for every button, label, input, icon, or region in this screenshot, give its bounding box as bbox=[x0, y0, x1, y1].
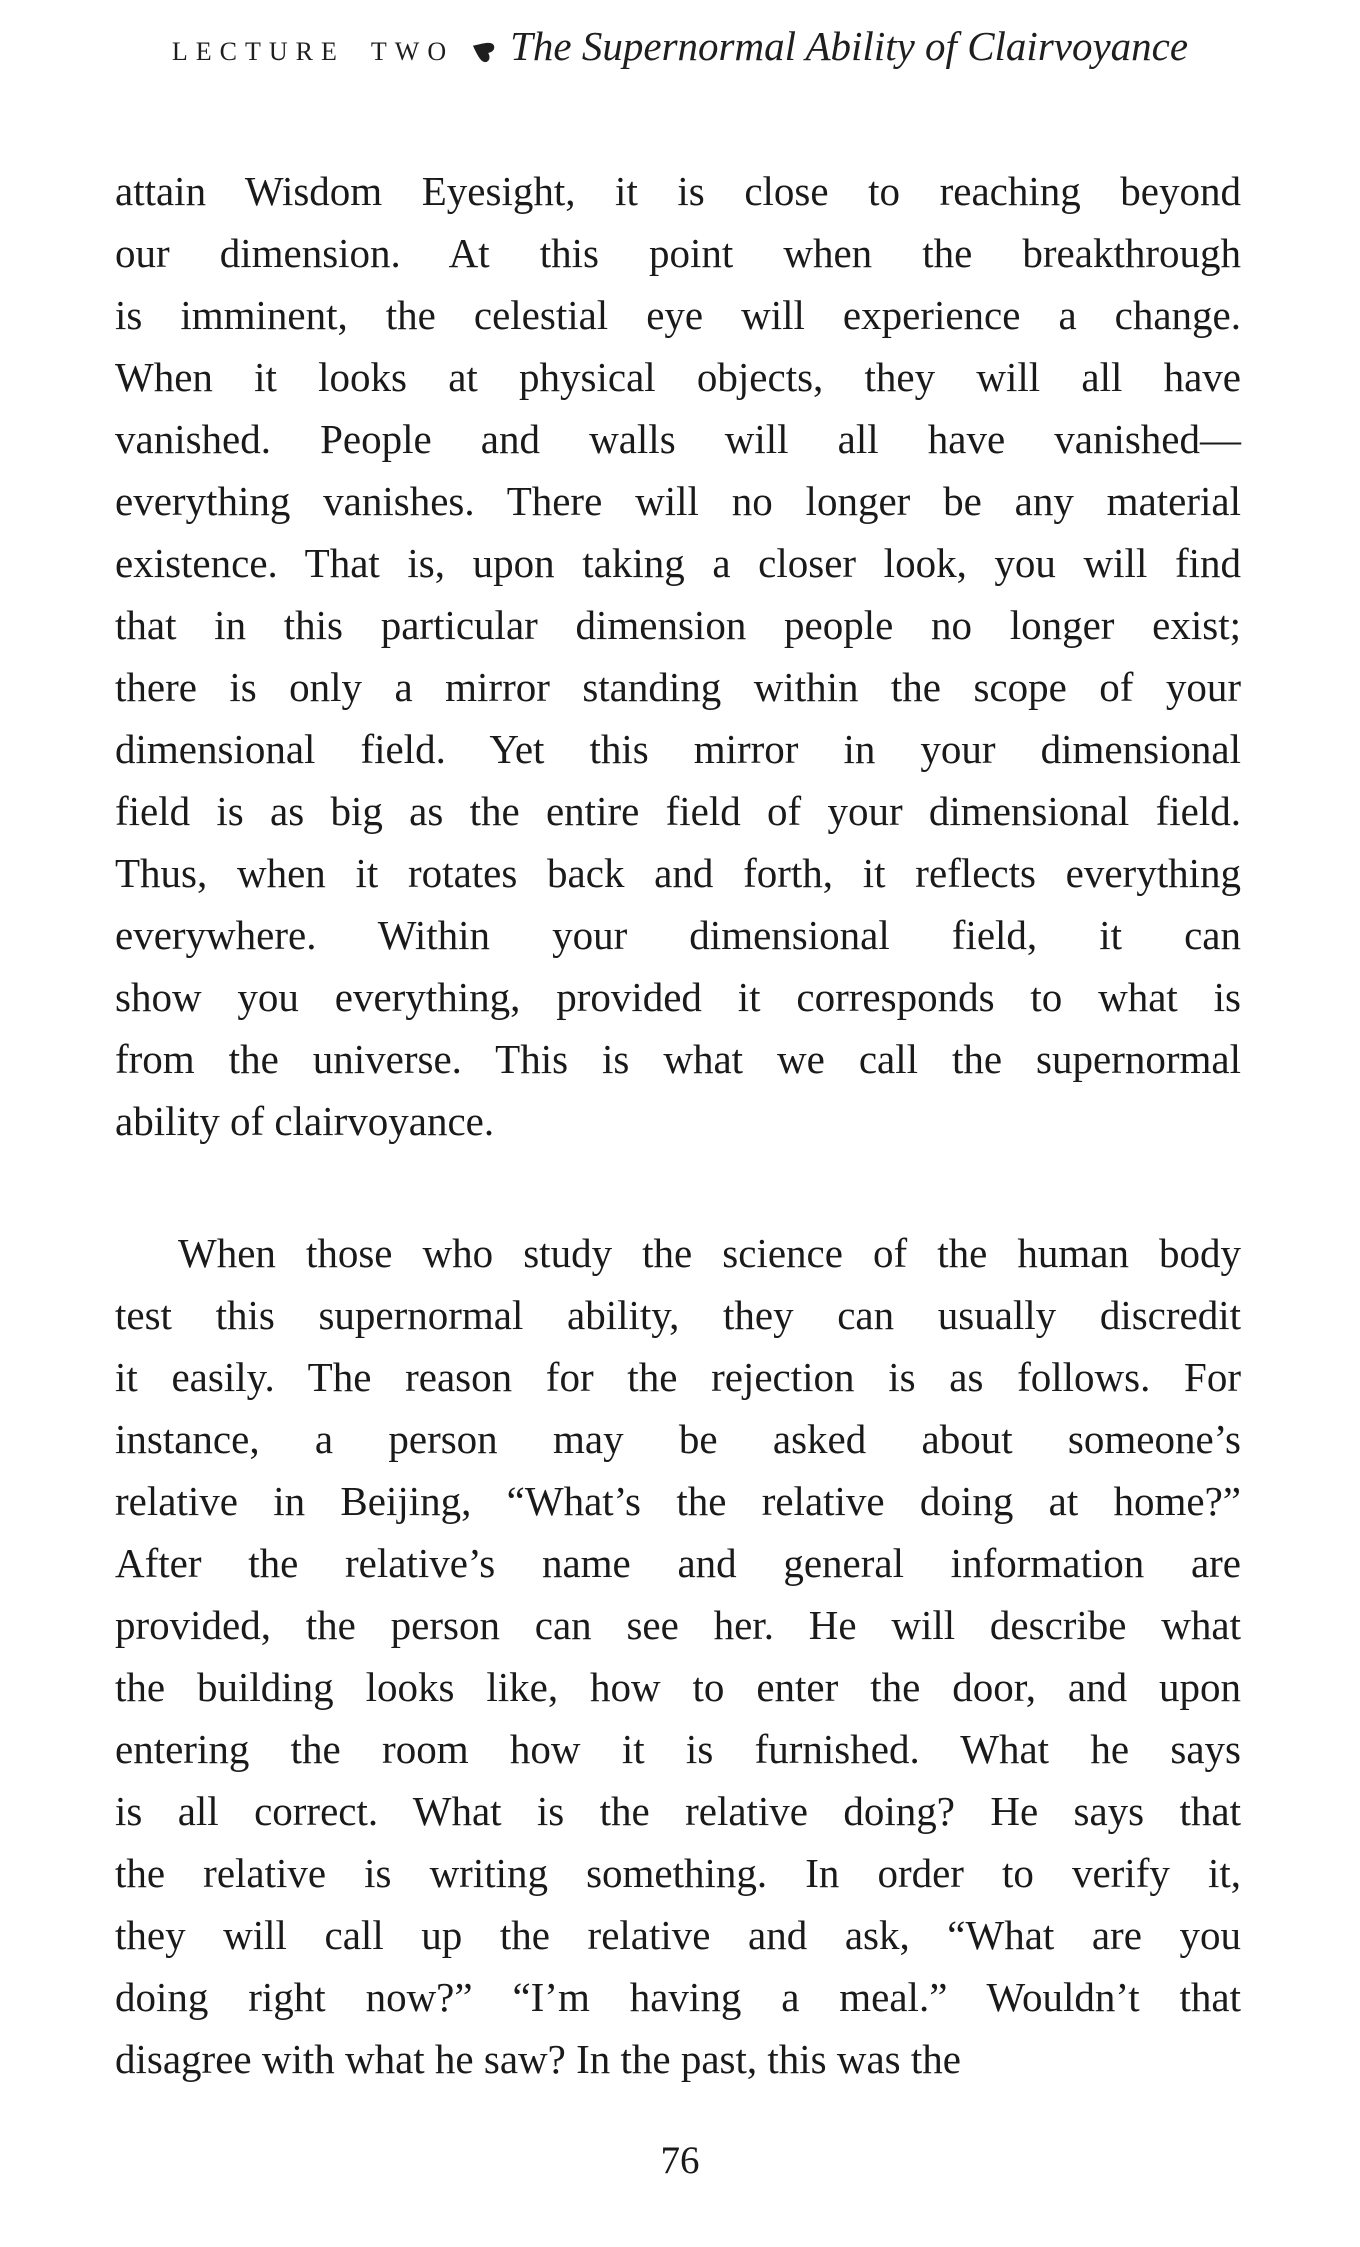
text-line: Thus, when it rotates back and forth, it reflects everything bbox=[115, 850, 1241, 896]
page-number: 76 bbox=[660, 2139, 700, 2182]
text-line: attain Wisdom Eyesight, it is close to reaching beyond bbox=[115, 168, 1241, 214]
text-line: relative in Beijing, “What’s the relative doing at home?” bbox=[115, 1478, 1241, 1524]
text-line: disagree with what he saw? In the past, this was the bbox=[115, 2036, 961, 2082]
text-line: existence. That is, upon taking a closer look, you will find bbox=[115, 540, 1241, 586]
paragraph-1 bbox=[115, 160, 1241, 1152]
body-text bbox=[115, 160, 1241, 2090]
text-line: everywhere. Within your dimensional field, it can bbox=[115, 912, 1241, 958]
paragraph-2 bbox=[115, 1222, 1241, 2090]
text-line: field is as big as the entire field of your dimensional field. bbox=[115, 788, 1241, 834]
chapter-title: The Supernormal Ability of Clairvoyance bbox=[510, 23, 1189, 69]
text-line: test this supernormal ability, they can usually discredit bbox=[115, 1292, 1241, 1338]
text-line: there is only a mirror standing within the scope of your bbox=[115, 664, 1241, 710]
text-line: the building looks like, how to enter the door, and upon bbox=[115, 1664, 1241, 1710]
text-line: dimensional field. Yet this mirror in your dimensional bbox=[115, 726, 1241, 772]
text-line: is all correct. What is the relative doing? He says that bbox=[115, 1788, 1241, 1834]
text-line: they will call up the relative and ask, “What are you bbox=[115, 1912, 1241, 1958]
text-line: provided, the person can see her. He will describe what bbox=[115, 1602, 1241, 1648]
text-line: the relative is writing something. In order to verify it, bbox=[115, 1850, 1241, 1896]
text-line: show you everything, provided it corresponds to what is bbox=[115, 974, 1241, 1020]
text-line: entering the room how it is furnished. What he says bbox=[115, 1726, 1241, 1772]
running-header bbox=[0, 22, 1360, 70]
text-line: is imminent, the celestial eye will experience a change. bbox=[115, 292, 1241, 338]
text-line: instance, a person may be asked about someone’s bbox=[115, 1416, 1241, 1462]
text-line: that in this particular dimension people no longer exist; bbox=[115, 602, 1241, 648]
text-line: ability of clairvoyance. bbox=[115, 1098, 495, 1144]
lecture-label: LECTURE TWO bbox=[171, 37, 455, 66]
text-line: our dimension. At this point when the breakthrough bbox=[115, 230, 1241, 276]
text-line: it easily. The reason for the rejection is as follows. For bbox=[115, 1354, 1241, 1400]
text-line: vanished. People and walls will all have vanished— bbox=[115, 416, 1241, 462]
text-line: everything vanishes. There will no longer be any material bbox=[115, 478, 1241, 524]
text-line: When those who study the science of the human body bbox=[178, 1230, 1241, 1276]
text-line: After the relative’s name and general information are bbox=[115, 1540, 1241, 1586]
text-line: When it looks at physical objects, they will all have bbox=[115, 354, 1241, 400]
text-line: doing right now?” “I’m having a meal.” Wouldn’t that bbox=[115, 1974, 1241, 2020]
text-line: from the universe. This is what we call the supernormal bbox=[115, 1036, 1241, 1082]
fleuron-leaf-icon bbox=[470, 38, 494, 62]
